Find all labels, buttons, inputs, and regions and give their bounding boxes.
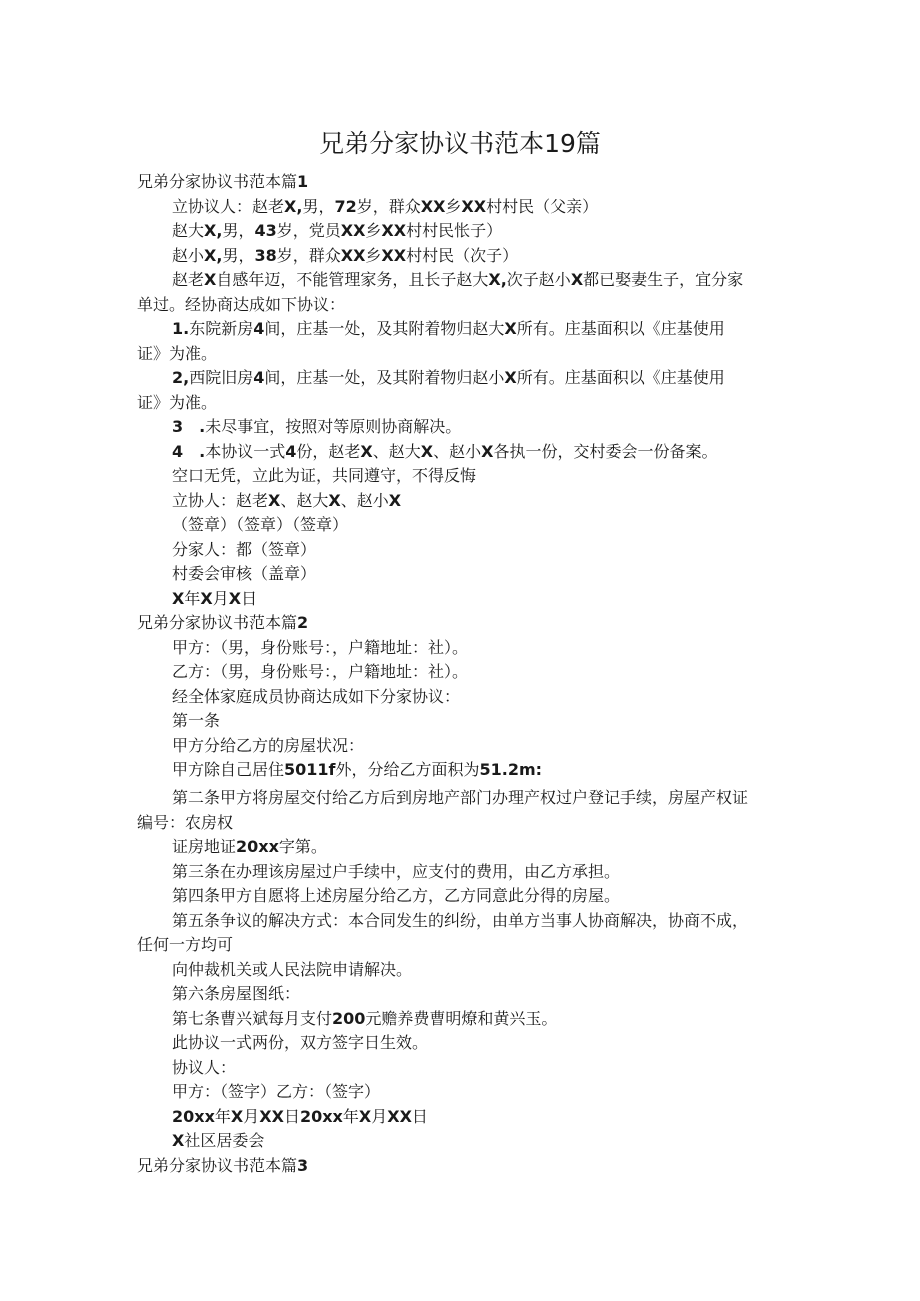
section-heading: 兄弟分家协议书范本篇3 — [137, 1156, 309, 1175]
text-line: 第六条房屋图纸： — [172, 984, 301, 1003]
text-line: X社区居委会 — [172, 1131, 265, 1150]
text-line: 甲方：（签字）乙方：（签字） — [172, 1082, 381, 1101]
text-line: 第二条甲方将房屋交付给乙方后到房地产部门办理产权过户登记手续，房屋产权证 — [172, 788, 749, 807]
text-line: 此协议一式两份，双方签字日生效。 — [172, 1033, 429, 1052]
text-line: 赵老X自感年迈，不能管理家务，且长子赵大X,次子赵小X都已娶妻生子，宜分家 — [172, 270, 744, 289]
section-heading: 兄弟分家协议书范本篇1 — [137, 172, 309, 191]
text-line: 第七条曹兴斌每月支付200元赡养费曹明燎和黄兴玉。 — [172, 1009, 558, 1028]
text-line: （签章）（签章）（签章） — [172, 515, 349, 534]
section-heading: 兄弟分家协议书范本篇2 — [137, 613, 309, 632]
text-line: 甲方分给乙方的房屋状况： — [172, 736, 365, 755]
text-line: 1.东院新房4间，庄基一处，及其附着物归赵大X所有。庄基面积以《庄基使用 — [172, 319, 725, 338]
text-line: 甲方：（男，身份账号：，户籍地址：社）。 — [172, 638, 469, 657]
text-line: 第四条甲方自愿将上述房屋分给乙方，乙方同意此分得的房屋。 — [172, 886, 621, 905]
text-line: 第五条争议的解决方式：本合同发生的纠纷，由单方当事人协商解决，协商不成， — [172, 911, 749, 930]
text-line: 证房地证20xx字第。 — [172, 837, 327, 856]
text-line: 经全体家庭成员协商达成如下分家协议： — [172, 687, 461, 706]
document-title: 兄弟分家协议书范本19篇 — [319, 129, 601, 158]
text-line: 任何一方均可 — [137, 935, 234, 954]
text-line: 村委会审核（盖章） — [172, 564, 317, 583]
text-line: 空口无凭，立此为证，共同遵守，不得反悔 — [172, 466, 477, 485]
text-line: 第三条在办理该房屋过户手续中，应支付的费用，由乙方承担。 — [172, 862, 621, 881]
text-line: 赵小X,男，38岁，群众XX乡XX村村民（次子） — [172, 246, 519, 265]
text-line: 分家人：都（签章） — [172, 540, 317, 559]
text-line: 立协人：赵老X、赵大X、赵小X — [172, 491, 402, 510]
text-line: 协议人： — [172, 1058, 237, 1077]
text-line: 向仲裁机关或人民法院申请解决。 — [172, 960, 413, 979]
text-line: 4 .本协议一式4份，赵老X、赵大X、赵小X各执一份，交村委会一份备案。 — [172, 442, 718, 461]
text-line: 2,西院旧房4间，庄基一处，及其附着物归赵小X所有。庄基面积以《庄基使用 — [172, 368, 725, 387]
text-line: 甲方除自己居住5011f外，分给乙方面积为51.2m: — [172, 760, 543, 779]
text-line: 编号：农房权 — [137, 813, 234, 832]
text-line: 赵大X,男，43岁，党员XX乡XX村村民怅子） — [172, 221, 503, 240]
text-line: 第一条 — [172, 711, 221, 730]
text-line: 证》为准。 — [137, 344, 218, 363]
text-line: 单过。经协商达成如下协议： — [137, 295, 346, 314]
text-line: 3 .未尽事宜，按照对等原则协商解决。 — [172, 417, 462, 436]
text-line: 证》为准。 — [137, 393, 218, 412]
text-line: 立协议人：赵老X,男，72岁，群众XX乡XX村村民（父亲） — [172, 197, 599, 216]
text-line: X年X月X日 — [172, 589, 258, 608]
text-line: 20xx年X月XX日20xx年X月XX日 — [172, 1107, 428, 1126]
text-line: 乙方：（男，身份账号：，户籍地址：社）。 — [172, 662, 469, 681]
